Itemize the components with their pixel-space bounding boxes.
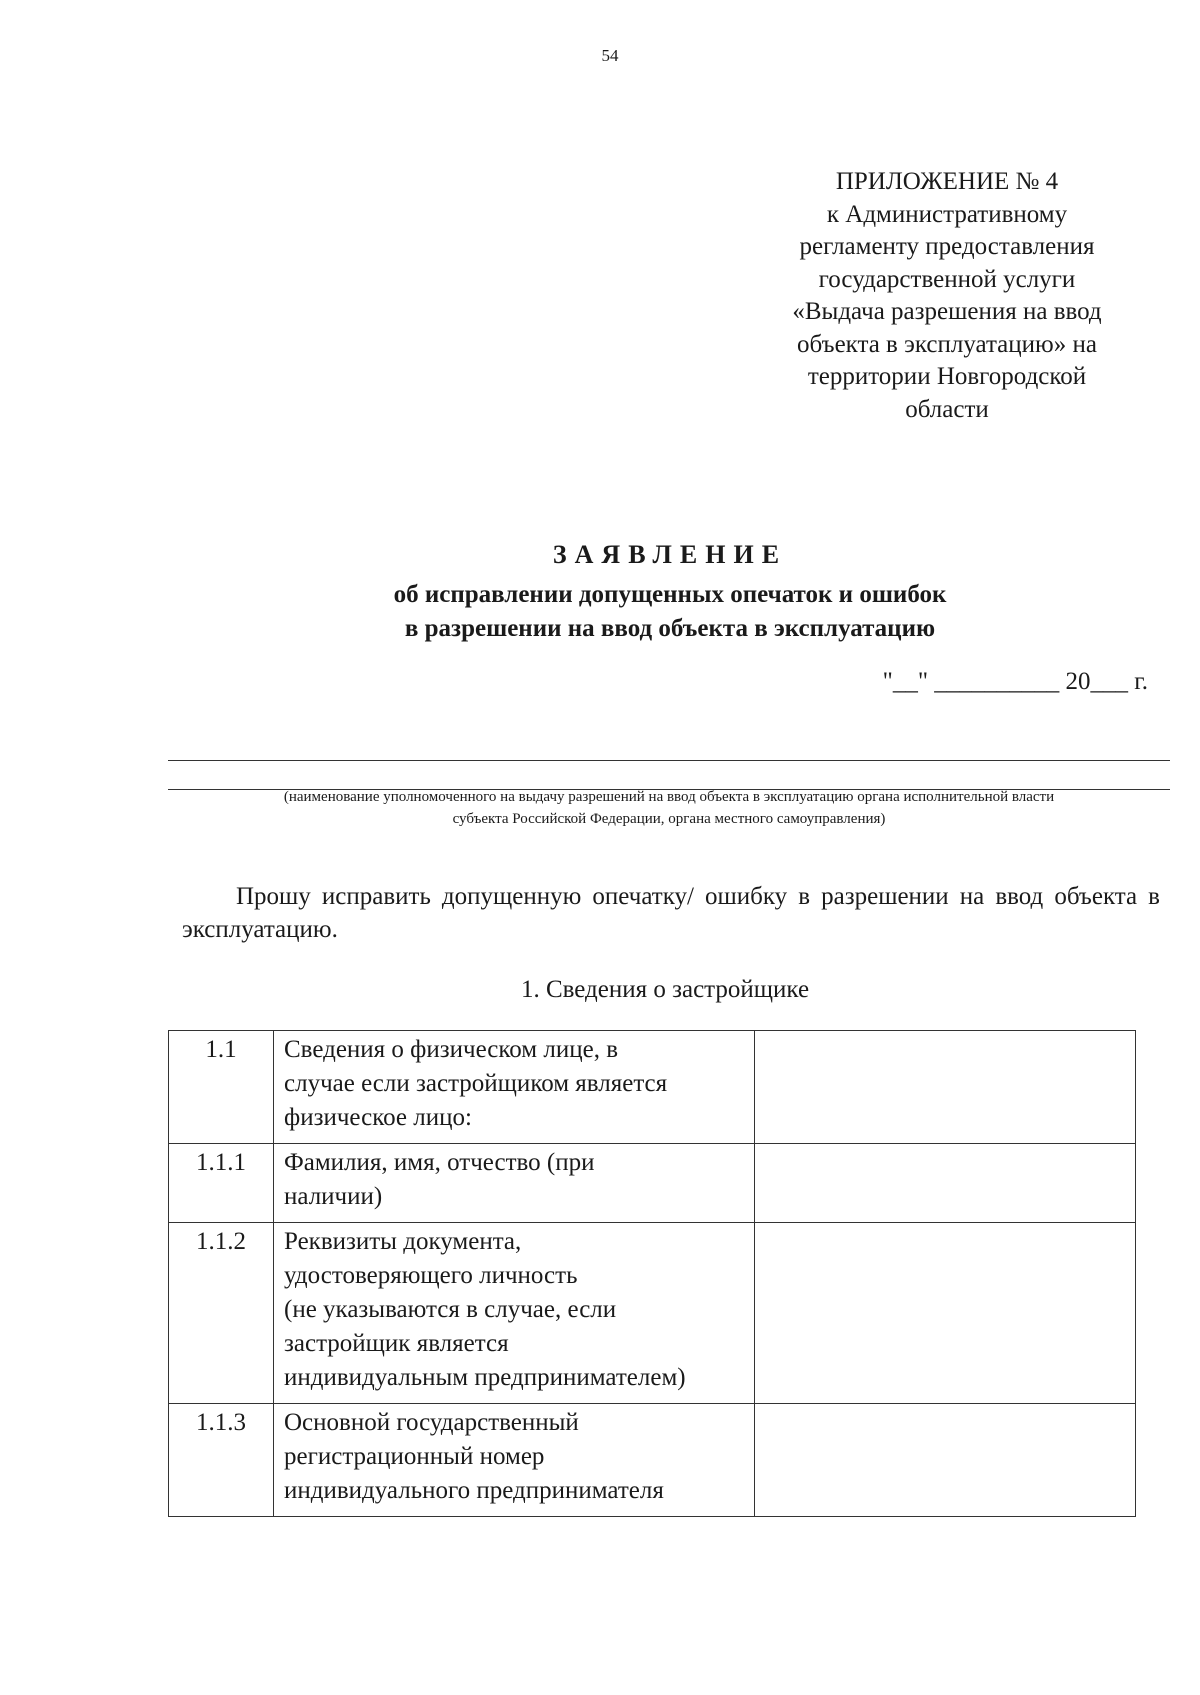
caption-line: субъекта Российской Федерации, органа местного самоуправления) [452,811,886,827]
document-title: ЗАЯВЛЕНИЕ [552,540,788,569]
row-value-cell[interactable] [755,1144,1136,1223]
appendix-line: регламенту предоставления [799,233,1095,260]
label-line: застройщик является [284,1330,509,1357]
request-paragraph [182,880,1160,946]
label-line: случае если застройщиком является [284,1070,668,1097]
appendix-line: области [905,395,989,423]
authority-caption [168,786,1170,830]
request-text: Прошу исправить допущенную опечатку/ ошибку в разрешении на ввод объекта в эксплуатацию. [182,883,1160,943]
table-row [169,1223,1136,1404]
appendix-line: «Выдача разрешения на ввод [792,298,1102,325]
row-value-cell[interactable] [755,1404,1136,1517]
row-label [274,1223,755,1404]
row-label [274,1031,755,1144]
table-row [169,1404,1136,1517]
appendix-line: объекта в эксплуатацию» на [797,330,1097,358]
label-line: Фамилия, имя, отчество (при [284,1149,595,1176]
row-value-cell[interactable] [755,1031,1136,1144]
row-value-cell[interactable] [755,1223,1136,1404]
label-line: наличии) [284,1183,383,1210]
row-label [274,1144,755,1223]
developer-info-table [168,1030,1136,1517]
label-line: регистрационный номер [284,1443,545,1470]
label-line: индивидуального предпринимателя [284,1477,664,1504]
appendix-block [747,166,1147,426]
row-number: 1.1 [169,1031,274,1144]
row-number: 1.1.3 [169,1404,274,1517]
authority-blank-line [168,760,1170,761]
label-line: (не указываются в случае, если [284,1296,617,1323]
label-line: удостоверяющего личность [284,1262,578,1289]
date-field: "__" __________ 20___ г. [882,668,1148,695]
caption-line: (наименование уполномоченного на выдачу разрешений на ввод объекта в эксплуатацию органа исполнительной власти [283,789,1055,805]
section-heading: 1. Сведения о застройщике [520,976,810,1003]
label-line: Основной государственный [284,1409,579,1436]
row-number: 1.1.1 [169,1144,274,1223]
table-row [169,1144,1136,1223]
label-line: Сведения о физическом лице, в [284,1036,618,1063]
label-line: физическое лицо: [284,1104,472,1131]
appendix-line: к Административному [826,200,1068,228]
subtitle-line: об исправлении допущенных опечаток и ошибок [393,581,947,608]
row-number: 1.1.2 [169,1223,274,1404]
subtitle-line: в разрешении на ввод объекта в эксплуатацию [404,615,936,642]
row-label [274,1404,755,1517]
document-subtitle [0,578,1200,646]
appendix-line: ПРИЛОЖЕНИЕ № 4 [835,168,1059,195]
table-row [169,1031,1136,1144]
appendix-line: территории Новгородской [807,363,1087,390]
page-number: 54 [601,46,619,65]
label-line: Реквизиты документа, [284,1228,522,1255]
label-line: индивидуальным предпринимателем) [284,1364,686,1391]
appendix-line: государственной услуги [818,265,1076,293]
